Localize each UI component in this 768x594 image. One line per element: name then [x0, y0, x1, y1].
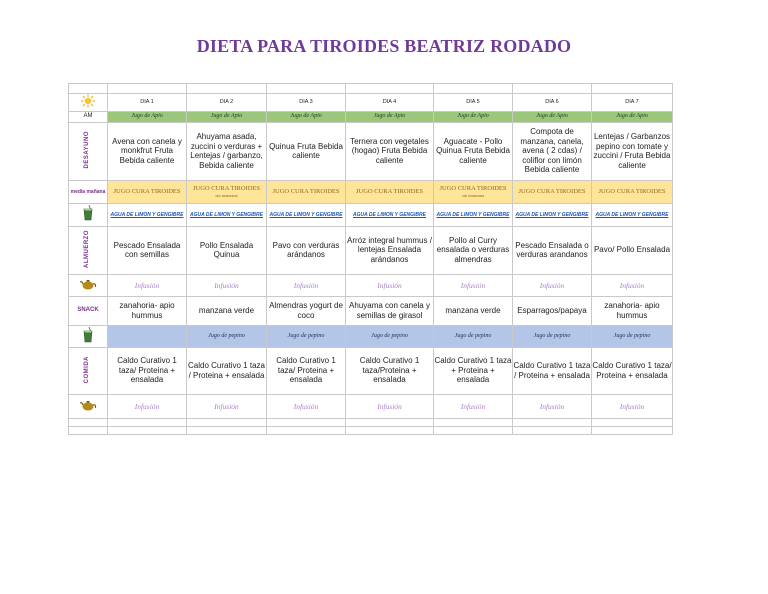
glass-cell [69, 325, 108, 347]
meal-cell: manzana verde [434, 296, 513, 325]
green-drink-icon [83, 327, 93, 346]
agua-cell: AGUA DE LIMON Y GENGIBRE [108, 203, 187, 226]
pepino-cell: Jugo de pepino [592, 325, 673, 347]
meal-cell: Pavo con verduras arándanos [267, 226, 346, 274]
jugo-cura-cell [592, 180, 673, 203]
am-row [69, 111, 673, 122]
spacer-row [69, 426, 673, 434]
pepino-cell: Jugo de pepino [513, 325, 592, 347]
day-header: DIA 4 [346, 94, 434, 112]
meal-cell: Avena con canela y monkfrut Fruta Bebida caliente [108, 122, 187, 180]
glass-cell [69, 203, 108, 226]
meal-cell: Caldo Curativo 1 taza / Proteina + ensalada [513, 347, 592, 394]
teapot-icon [79, 278, 97, 293]
apio-cell: Jugo de Apio [187, 111, 267, 122]
meal-cell: Pollo al Curry ensalada o verduras almendras [434, 226, 513, 274]
agua-cell: AGUA DE LIMON Y GENGIBRE [267, 203, 346, 226]
meal-cell: manzana verde [187, 296, 267, 325]
pepino-cell: Jugo de pepino [434, 325, 513, 347]
desayuno-row [69, 122, 673, 180]
sun-cell [69, 94, 108, 112]
meal-cell: Almendras yogurt de coco [267, 296, 346, 325]
snack-label: SNACK [69, 296, 108, 325]
snack-row [69, 296, 673, 325]
apio-cell: Jugo de Apio [108, 111, 187, 122]
pepino-row [69, 325, 673, 347]
agua-cell: AGUA DE LIMON Y GENGIBRE [187, 203, 267, 226]
day-header: DIA 6 [513, 94, 592, 112]
diet-table [68, 83, 673, 435]
infusion-cell: Infusión [346, 274, 434, 296]
infusion-cell: Infusión [592, 394, 673, 418]
infusion-cell: Infusión [108, 274, 187, 296]
meal-cell: Aguacate - Pollo Quinua Fruta Bebida caliente [434, 122, 513, 180]
infusion-cell: Infusión [513, 274, 592, 296]
meal-cell: Ahuyama con canela y semillas de girasol [346, 296, 434, 325]
meal-cell: Caldo Curativo 1 taza/Proteina + ensalada [346, 347, 434, 394]
media-manana-label: media mañana [69, 180, 108, 203]
pepino-cell: Jugo de pepino [267, 325, 346, 347]
jugo-cura-label: JUGO CURA TIROIDES [355, 187, 424, 195]
infusion-cell: Infusión [187, 274, 267, 296]
comida-label: COMIDA [84, 355, 91, 383]
jugo-cura-note: sin manzana [215, 192, 238, 198]
almuerzo-row [69, 226, 673, 274]
jugo-cura-cell [513, 180, 592, 203]
meal-cell: Lentejas / Garbanzos pepino con tomate y zuccini / Fruta Bebida caliente [592, 122, 673, 180]
green-drink-icon [83, 205, 93, 224]
jugo-cura-label: JUGO CURA TIROIDES [439, 185, 507, 192]
comida-row [69, 347, 673, 394]
infusion-cell: Infusión [434, 274, 513, 296]
jugo-cura-cell [267, 180, 346, 203]
infusion-cell: Infusión [434, 394, 513, 418]
teapot-cell [69, 274, 108, 296]
teapot-icon [79, 399, 97, 414]
meal-cell: zanahoria- apio hummus [592, 296, 673, 325]
meal-cell: Caldo Curativo 1 taza/ Proteina + ensalada [592, 347, 673, 394]
infusion-cell: Infusión [108, 394, 187, 418]
infusion-cell: Infusión [592, 274, 673, 296]
infusion-cell: Infusión [267, 274, 346, 296]
meal-cell: Arróz integral hummus / lentejas Ensalada arándanos [346, 226, 434, 274]
infusion-cell: Infusión [187, 394, 267, 418]
meal-cell: Ternera con vegetales (hogao) Fruta Bebida caliente [346, 122, 434, 180]
sun-icon [80, 94, 96, 111]
agua-cell: AGUA DE LIMON Y GENGIBRE [592, 203, 673, 226]
infusion-cell: Infusión [267, 394, 346, 418]
day-header: DIA 5 [434, 94, 513, 112]
apio-cell: Jugo de Apio [267, 111, 346, 122]
comida-label-cell [69, 347, 108, 394]
spacer-row [69, 84, 673, 94]
apio-cell: Jugo de Apio [346, 111, 434, 122]
day-header: DIA 2 [187, 94, 267, 112]
jugo-cura-label: JUGO CURA TIROIDES [598, 187, 666, 195]
meal-cell: Ahuyama asada, zuccini o verduras + Lentejas / garbanzo, Bebida caliente [187, 122, 267, 180]
day-header-row [69, 94, 673, 112]
agua-cell: AGUA DE LIMON Y GENGIBRE [434, 203, 513, 226]
meal-cell: Compota de manzana, canela, avena ( 2 cdas) / coliflor con limón Bebida caliente [513, 122, 592, 180]
jugo-cura-label: JUGO CURA TIROIDES [272, 187, 340, 195]
jugo-cura-cell [187, 180, 267, 203]
almuerzo-label: ALMUERZO [84, 229, 91, 268]
spacer-row [69, 418, 673, 426]
infusion-cell: Infusión [346, 394, 434, 418]
teapot-cell [69, 394, 108, 418]
infusion-row [69, 394, 673, 418]
meal-cell: Caldo Curativo 1 taza/ Proteina + ensalada [108, 347, 187, 394]
meal-cell: zanahoria- apio hummus [108, 296, 187, 325]
media-manana-row [69, 180, 673, 203]
meal-cell: Caldo Curativo 1 taza/ Proteina + ensalada [267, 347, 346, 394]
am-label: AM [69, 111, 108, 122]
apio-cell: Jugo de Apio [592, 111, 673, 122]
jugo-cura-note: sin manzana [461, 192, 485, 198]
meal-cell: Pavo/ Pollo Ensalada [592, 226, 673, 274]
jugo-cura-label: JUGO CURA TIROIDES [113, 187, 181, 195]
meal-cell: Pescado Ensalada o verduras arandanos [513, 226, 592, 274]
day-header: DIA 1 [108, 94, 187, 112]
infusion-cell: Infusión [513, 394, 592, 418]
desayuno-label: DESAYUNO [84, 131, 91, 169]
agua-cell: AGUA DE LIMON Y GENGIBRE [513, 203, 592, 226]
infusion-row [69, 274, 673, 296]
jugo-cura-cell [108, 180, 187, 203]
meal-cell: Esparragos/papaya [513, 296, 592, 325]
agua-cell: AGUA DE LIMON Y GENGIBRE [346, 203, 434, 226]
apio-cell: Jugo de Apio [434, 111, 513, 122]
apio-cell: Jugo de Apio [513, 111, 592, 122]
jugo-cura-label: JUGO CURA TIROIDES [518, 187, 586, 195]
meal-cell: Quinua Fruta Bebida caliente [267, 122, 346, 180]
almuerzo-label-cell [69, 226, 108, 274]
desayuno-label-cell [69, 122, 108, 180]
day-header: DIA 7 [592, 94, 673, 112]
pepino-cell: Jugo de pepino [187, 325, 267, 347]
meal-cell: Pescado Ensalada con semillas [108, 226, 187, 274]
meal-cell: Caldo Curativo 1 taza / Proteina + ensalada [187, 347, 267, 394]
pepino-cell: Jugo de pepino [346, 325, 434, 347]
jugo-cura-label: JUGO CURA TIROIDES [192, 185, 261, 192]
jugo-cura-cell [346, 180, 434, 203]
jugo-cura-cell [434, 180, 513, 203]
day-header: DIA 3 [267, 94, 346, 112]
meal-cell: Caldo Curativo 1 taza + Proteina + ensalada [434, 347, 513, 394]
page-title: DIETA PARA TIROIDES BEATRIZ RODADO [196, 36, 572, 56]
agua-row [69, 203, 673, 226]
meal-cell: Pollo Ensalada Quinua [187, 226, 267, 274]
pepino-cell [108, 325, 187, 347]
